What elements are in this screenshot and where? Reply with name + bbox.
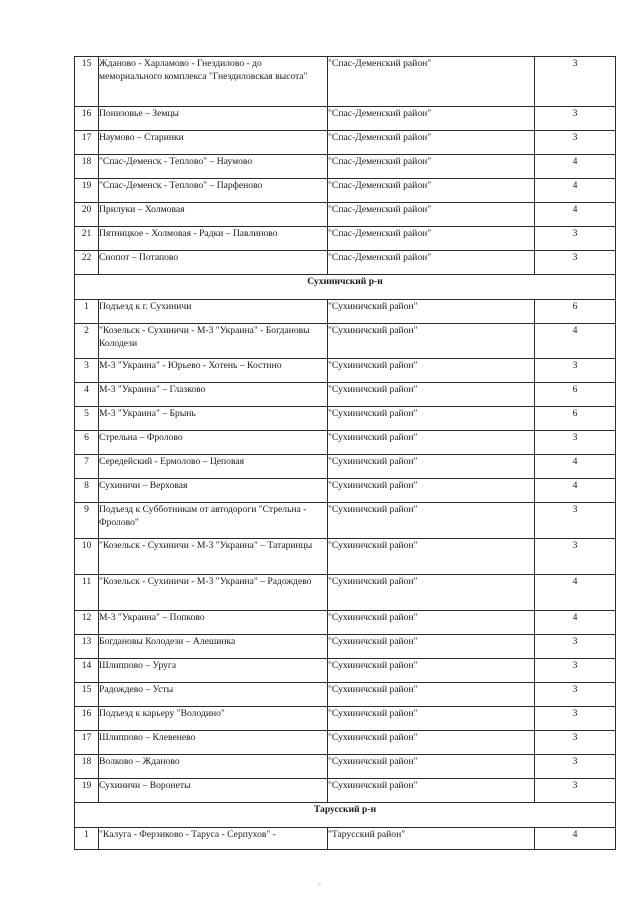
road-name-cell: Наумово – Старинки	[99, 131, 328, 155]
row-number-cell: 15	[75, 57, 99, 107]
district-cell: "Тарусский район"	[328, 828, 535, 850]
road-name-cell: Богдановы Колодези – Алешинка	[99, 635, 328, 659]
row-number-cell: 18	[75, 755, 99, 779]
district-cell: "Сухиничский район"	[328, 455, 535, 479]
row-number-cell: 21	[75, 227, 99, 251]
row-number-cell: 15	[75, 683, 99, 707]
district-cell: "Спас-Деменский район"	[328, 227, 535, 251]
road-name-cell: Шлиппово – Клевенево	[99, 731, 328, 755]
district-cell: "Спас-Деменский район"	[328, 203, 535, 227]
table-row	[75, 179, 616, 203]
table-row	[75, 57, 616, 107]
section-title: Тарусский р-н	[75, 803, 616, 828]
district-cell: "Сухиничский район"	[328, 359, 535, 383]
road-name-cell: Прилуки – Холмовая	[99, 203, 328, 227]
road-name-cell: Середейский - Ермолово – Цеповая	[99, 455, 328, 479]
district-cell: "Сухиничский район"	[328, 479, 535, 503]
road-name-cell: Подъезд к г. Сухиничи	[99, 300, 328, 324]
district-cell: "Спас-Деменский район"	[328, 179, 535, 203]
length-cell: 4	[535, 611, 616, 635]
row-number-cell: 16	[75, 107, 99, 131]
length-cell: 3	[535, 131, 616, 155]
road-name-cell: Понизовье – Земцы	[99, 107, 328, 131]
district-cell: "Спас-Деменский район"	[328, 251, 535, 275]
table-row	[75, 779, 616, 803]
table-row	[75, 828, 616, 850]
table-row	[75, 359, 616, 383]
table-row	[75, 707, 616, 731]
length-cell: 3	[535, 683, 616, 707]
table-row	[75, 503, 616, 539]
district-cell: "Спас-Деменский район"	[328, 57, 535, 107]
district-cell: "Сухиничский район"	[328, 324, 535, 359]
row-number-cell: 17	[75, 731, 99, 755]
length-cell: 3	[535, 359, 616, 383]
district-cell: "Сухиничский район"	[328, 383, 535, 407]
table-row	[75, 407, 616, 431]
road-name-cell: Шлиппово – Уруга	[99, 659, 328, 683]
length-cell: 4	[535, 155, 616, 179]
road-name-cell: Стрельна – Фролово	[99, 431, 328, 455]
length-cell: 3	[535, 431, 616, 455]
road-name-cell: М-3 "Украина" – Брынь	[99, 407, 328, 431]
table-row	[75, 131, 616, 155]
row-number-cell: 9	[75, 503, 99, 539]
length-cell: 6	[535, 300, 616, 324]
length-cell: 4	[535, 479, 616, 503]
district-cell: "Сухиничский район"	[328, 503, 535, 539]
row-number-cell: 20	[75, 203, 99, 227]
table-row	[75, 683, 616, 707]
row-number-cell: 2	[75, 324, 99, 359]
row-number-cell: 8	[75, 479, 99, 503]
row-number-cell: 5	[75, 407, 99, 431]
length-cell: 3	[535, 707, 616, 731]
section-title: Сухиничский р-н	[75, 275, 616, 300]
road-name-cell: М-3 "Украина" – Попково	[99, 611, 328, 635]
length-cell: 3	[535, 635, 616, 659]
table-body	[75, 57, 616, 850]
road-name-cell: Сухиничи – Верховая	[99, 479, 328, 503]
road-name-cell: Снопот – Потапово	[99, 251, 328, 275]
road-name-cell: М-3 "Украина" – Глазково	[99, 383, 328, 407]
table-row	[75, 300, 616, 324]
length-cell: 3	[535, 227, 616, 251]
district-cell: "Сухиничский район"	[328, 300, 535, 324]
table-row	[75, 611, 616, 635]
table-row	[75, 755, 616, 779]
district-cell: "Сухиничский район"	[328, 407, 535, 431]
length-cell: 4	[535, 575, 616, 611]
row-number-cell: 22	[75, 251, 99, 275]
length-cell: 4	[535, 179, 616, 203]
district-cell: "Сухиничский район"	[328, 659, 535, 683]
table-row	[75, 227, 616, 251]
row-number-cell: 18	[75, 155, 99, 179]
table-row	[75, 659, 616, 683]
district-cell: "Спас-Деменский район"	[328, 155, 535, 179]
district-cell: "Сухиничский район"	[328, 683, 535, 707]
row-number-cell: 10	[75, 539, 99, 575]
length-cell: 4	[535, 324, 616, 359]
table-row	[75, 431, 616, 455]
row-number-cell: 19	[75, 779, 99, 803]
road-name-cell: Радождево – Усты	[99, 683, 328, 707]
row-number-cell: 12	[75, 611, 99, 635]
table-row	[75, 155, 616, 179]
row-number-cell: 17	[75, 131, 99, 155]
district-cell: "Сухиничский район"	[328, 539, 535, 575]
road-name-cell: "Спас-Деменск - Теплово" – Наумово	[99, 155, 328, 179]
district-cell: "Сухиничский район"	[328, 431, 535, 455]
length-cell: 3	[535, 659, 616, 683]
section-row	[75, 803, 616, 828]
table-row	[75, 107, 616, 131]
road-name-cell: "Козельск - Сухиничи - М-3 "Украина" – Радождево	[99, 575, 328, 611]
table-row	[75, 539, 616, 575]
row-number-cell: 1	[75, 300, 99, 324]
length-cell: 3	[535, 251, 616, 275]
district-cell: "Спас-Деменский район"	[328, 131, 535, 155]
road-name-cell: "Калуга - Ферзиково - Таруса - Серпухов" -	[99, 828, 328, 850]
district-cell: "Сухиничский район"	[328, 611, 535, 635]
row-number-cell: 3	[75, 359, 99, 383]
table-row	[75, 251, 616, 275]
road-name-cell: "Спас-Деменск - Теплово" – Парфеново	[99, 179, 328, 203]
table-row	[75, 479, 616, 503]
table-row	[75, 455, 616, 479]
row-number-cell: 6	[75, 431, 99, 455]
road-list-table	[74, 56, 616, 850]
length-cell: 3	[535, 503, 616, 539]
row-number-cell: 11	[75, 575, 99, 611]
road-name-cell: Жданово - Харламово - Гнездилово - до мемориального комплекса "Гнездиловская высота"	[99, 57, 328, 107]
road-name-cell: Сухиничи – Воронеты	[99, 779, 328, 803]
district-cell: "Сухиничский район"	[328, 731, 535, 755]
district-cell: "Сухиничский район"	[328, 575, 535, 611]
length-cell: 3	[535, 107, 616, 131]
length-cell: 3	[535, 57, 616, 107]
section-row	[75, 275, 616, 300]
road-name-cell: Подъезд к Субботникам от автодороги "Стрельна - Фролово"	[99, 503, 328, 539]
length-cell: 3	[535, 755, 616, 779]
row-number-cell: 14	[75, 659, 99, 683]
district-cell: "Спас-Деменский район"	[328, 107, 535, 131]
row-number-cell: 1	[75, 828, 99, 850]
row-number-cell: 13	[75, 635, 99, 659]
length-cell: 3	[535, 779, 616, 803]
road-name-cell: "Козельск - Сухиничи - М-3 "Украина" – Татаринцы	[99, 539, 328, 575]
row-number-cell: 7	[75, 455, 99, 479]
row-number-cell: 16	[75, 707, 99, 731]
row-number-cell: 19	[75, 179, 99, 203]
row-number-cell: 4	[75, 383, 99, 407]
road-name-cell: "Козельск - Сухиничи - М-3 "Украина" - Богдановы Колодези	[99, 324, 328, 359]
district-cell: "Сухиничский район"	[328, 707, 535, 731]
table-row	[75, 203, 616, 227]
district-cell: "Сухиничский район"	[328, 635, 535, 659]
table-row	[75, 635, 616, 659]
road-name-cell: М-3 "Украина" - Юрьево - Хотень – Костино	[99, 359, 328, 383]
table-row	[75, 383, 616, 407]
length-cell: 4	[535, 828, 616, 850]
table-row	[75, 324, 616, 359]
road-name-cell: Волково – Жданово	[99, 755, 328, 779]
length-cell: 3	[535, 731, 616, 755]
length-cell: 6	[535, 383, 616, 407]
length-cell: 6	[535, 407, 616, 431]
length-cell: 3	[535, 539, 616, 575]
district-cell: "Сухиничский район"	[328, 755, 535, 779]
length-cell: 4	[535, 455, 616, 479]
table-row	[75, 731, 616, 755]
scan-speck	[318, 884, 321, 885]
district-cell: "Сухиничский район"	[328, 779, 535, 803]
road-name-cell: Подъезд к карьеру "Володино"	[99, 707, 328, 731]
length-cell: 4	[535, 203, 616, 227]
road-name-cell: Пятницкое - Холмовая - Радки – Павлиново	[99, 227, 328, 251]
table-row	[75, 575, 616, 611]
